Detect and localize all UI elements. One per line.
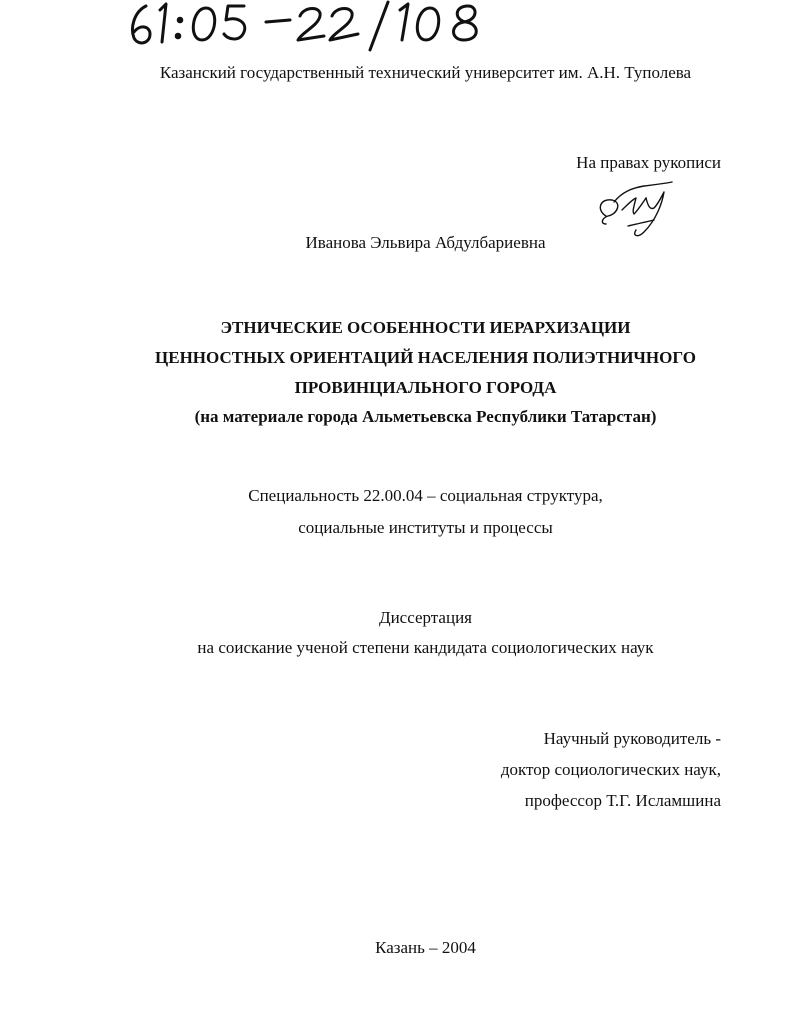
- supervisor-line-1: Научный руководитель -: [543, 729, 721, 748]
- university-name: Казанский государственный технический университет им. А.Н. Туполева: [159, 63, 692, 82]
- title-line-3: ПРОВИНЦИАЛЬНОГО ГОРОДА: [294, 378, 557, 397]
- degree-line-1: Диссертация: [378, 608, 472, 627]
- specialty-block: [0, 484, 799, 548]
- title-line-1: ЭТНИЧЕСКИЕ ОСОБЕННОСТИ ИЕРАРХИЗАЦИИ: [220, 318, 631, 337]
- degree-line-2: на соискание ученой степени кандидата социологических наук: [197, 638, 654, 657]
- title-line-2: ЦЕННОСТНЫХ ОРИЕНТАЦИЙ НАСЕЛЕНИЯ ПОЛИЭТНИЧНОГО: [155, 348, 696, 367]
- dissertation-title: [0, 313, 799, 429]
- supervisor-block: [501, 727, 721, 820]
- handwritten-archive-code: [126, 0, 506, 52]
- manuscript-rights-note: На правах рукописи: [576, 153, 721, 172]
- handwritten-code-drawing: [126, 0, 506, 52]
- author-name: Иванова Эльвира Абдулбариевна: [305, 233, 546, 252]
- specialty-line-1: Специальность 22.00.04 – социальная структура,: [248, 486, 603, 505]
- title-subtitle: (на материале города Альметьевска Республики Татарстан): [194, 407, 657, 426]
- supervisor-line-2: доктор социологических наук,: [500, 760, 721, 779]
- city-year: Казань – 2004: [375, 938, 476, 957]
- signature: [592, 180, 682, 240]
- signature-drawing: [592, 180, 682, 240]
- specialty-line-2: социальные институты и процессы: [298, 518, 553, 537]
- supervisor-line-3: профессор Т.Г. Исламшина: [524, 791, 721, 810]
- degree-block: [0, 606, 799, 666]
